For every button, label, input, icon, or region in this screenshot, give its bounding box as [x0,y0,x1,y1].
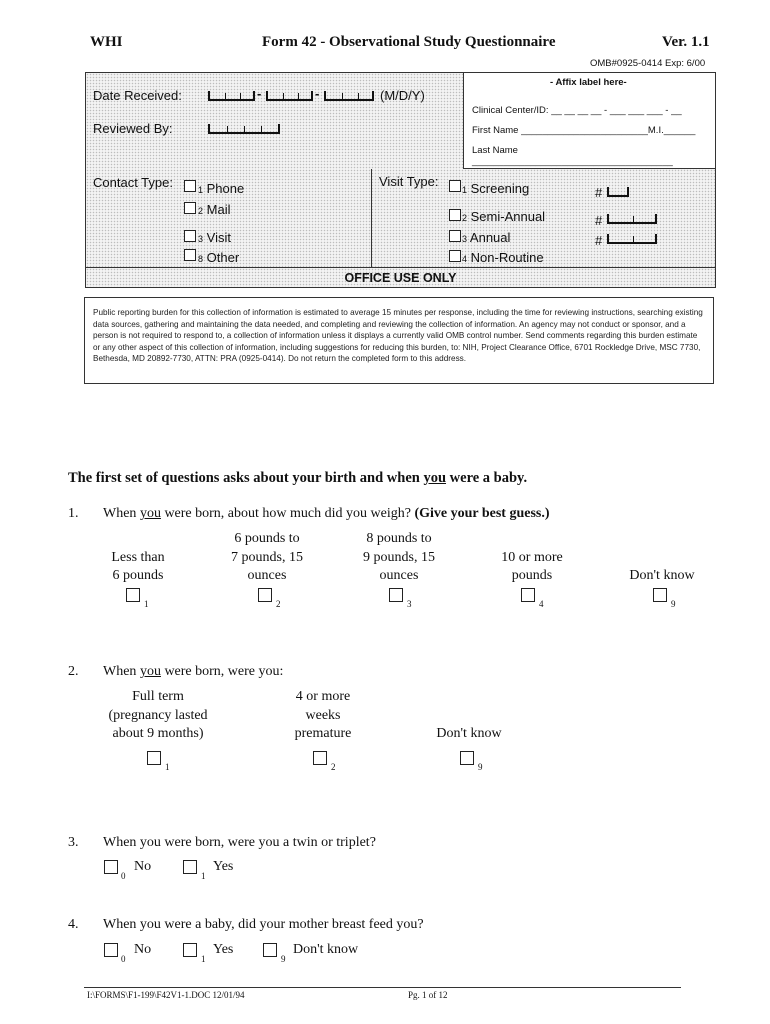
q1-checkbox-2[interactable] [258,588,272,602]
q1-number: 1. [68,506,79,521]
footer-page-number: Pg. 1 of 12 [408,990,448,1000]
visit-annual-checkbox[interactable] [449,230,461,242]
q2-option-dont-know: Don't know [436,726,502,741]
footer-rule [84,987,681,988]
visit-screening-label: Screening [470,181,530,196]
omb-number: OMB#0925-0414 Exp: 6/00 [590,58,706,69]
q4-label-yes: Yes [213,942,234,957]
annual-number-entry[interactable] [607,234,657,244]
q2-option-premature: 4 or more weeks premature [294,689,352,741]
office-use-panel: - Affix label here- Clinical Center/ID: __ __ __ __ - ___ ___ ___ - __ First Name ________________________M.I.______ Last Name ______________________________________ Date Received: - - (M/D/Y) Reviewed By: Contact Type: 1 Phone 2 Mail 3 Visit 8 Other Visit Type: 1 Screening 2 Semi-Annual 3 Annual 4 Non-Routine # # # OFFICE USE ONLY [85,72,716,288]
visit-screening-checkbox[interactable] [449,180,461,192]
semiannual-hash: # [595,213,603,228]
q4-number: 4. [68,917,79,932]
visit-semiannual-checkbox[interactable] [449,209,461,221]
contact-visit-checkbox[interactable] [184,230,196,242]
contact-phone-label: Phone [206,181,245,196]
q1-option-dont-know: Don't know [629,568,695,583]
q1-checkbox-1[interactable] [126,588,140,602]
q3-text: When you were born, were you a twin or triplet? [103,835,376,850]
contact-other-checkbox[interactable] [184,249,196,261]
q3-label-no: No [134,859,152,874]
contact-mail-label: Mail [206,202,231,217]
q3-number: 3. [68,835,79,850]
date-day-entry[interactable] [266,91,313,101]
q1-checkbox-9[interactable] [653,588,667,602]
visit-nonroutine-checkbox[interactable] [449,250,461,262]
q2-checkbox-9[interactable] [460,751,474,765]
q3-checkbox-yes[interactable] [183,860,197,874]
screening-number-entry[interactable] [607,187,629,197]
q1-checkbox-3[interactable] [389,588,403,602]
q2-text: When you were born, were you: [103,664,284,679]
contact-phone-checkbox[interactable] [184,180,196,192]
q1-option-less-than-6: Less than 6 pounds [111,549,165,583]
q4-checkbox-no[interactable] [104,943,118,957]
visit-type-label: Visit Type: [379,174,439,189]
q4-label-no: No [134,942,152,957]
q1-option-10-or-more: 10 or more pounds [501,549,563,583]
date-format-hint: (M/D/Y) [380,88,425,103]
q1-checkbox-4[interactable] [521,588,535,602]
section-intro: The first set of questions asks about your birth and when you were a baby. [68,470,528,486]
burden-statement: Public reporting burden for this collection of information is estimated to average 15 minutes per response, including the time for reviewing instructions, searching existing data sources, gathering and maintaining the data needed, and completing and reviewing the collection of information. An agency may not conduct or sponsor, and a person is not required to respond to, a collection of information unless it displays a currently valid OMB control number. Send comments regarding this burden estimate or any other aspect of this collection of information, including suggestions for reducing this burden, to: NIH, Project Clearance Office, 6701 Rockledge Drive, MSC 7730, Bethesda, MD 20892-7730, ATTN: PRA (0925-0414). Do not return the completed form to this address. [84,297,714,384]
date-received-label: Date Received: [93,88,182,103]
first-name-field[interactable]: First Name ________________________M.I.______ [472,125,696,136]
screening-hash: # [595,185,603,200]
q1-option-8-to-9: 8 pounds to 9 pounds, 15 ounces [363,531,435,583]
footer-file-path: I:\FORMS\F1-199\F42V1-1.DOC 12/01/94 [87,990,245,1000]
q1-text: When you were born, about how much did you weigh? (Give your best guess.) [103,506,550,521]
contact-visit-label: Visit [206,230,231,245]
date-year-entry[interactable] [324,91,374,101]
annual-hash: # [595,233,603,248]
study-name: WHI [90,34,123,50]
visit-semiannual-label: Semi-Annual [470,209,546,224]
reviewed-by-label: Reviewed By: [93,121,173,136]
visit-nonroutine-label: Non-Routine [470,250,544,265]
q4-checkbox-yes[interactable] [183,943,197,957]
affix-label-note: - Affix label here- [550,77,627,88]
contact-mail-checkbox[interactable] [184,202,196,214]
q4-text: When you were a baby, did your mother breast feed you? [103,917,424,932]
office-use-only-banner: OFFICE USE ONLY [344,271,457,285]
q1-option-6-to-7: 6 pounds to 7 pounds, 15 ounces [231,531,303,583]
reviewed-by-entry[interactable] [208,124,280,134]
date-month-entry[interactable] [208,91,255,101]
q2-checkbox-2[interactable] [313,751,327,765]
q2-checkbox-1[interactable] [147,751,161,765]
last-name-field[interactable]: Last Name ______________________________________ [472,145,673,167]
semiannual-number-entry[interactable] [607,214,657,224]
form-title: Form 42 - Observational Study Questionnaire [262,34,556,50]
q2-option-full-term: Full term (pregnancy lasted about 9 months) [108,689,208,741]
contact-type-label: Contact Type: [93,175,173,190]
q3-checkbox-no[interactable] [104,860,118,874]
visit-annual-label: Annual [469,230,511,245]
q3-label-yes: Yes [213,859,234,874]
q4-checkbox-dont-know[interactable] [263,943,277,957]
q2-number: 2. [68,664,79,679]
label-area [463,73,715,169]
q4-label-dont-know: Don't know [293,942,359,957]
contact-other-label: Other [206,250,240,265]
form-version: Ver. 1.1 [662,34,710,50]
clinical-center-field[interactable]: Clinical Center/ID: __ __ __ __ - ___ ___ ___ - __ [472,105,682,116]
